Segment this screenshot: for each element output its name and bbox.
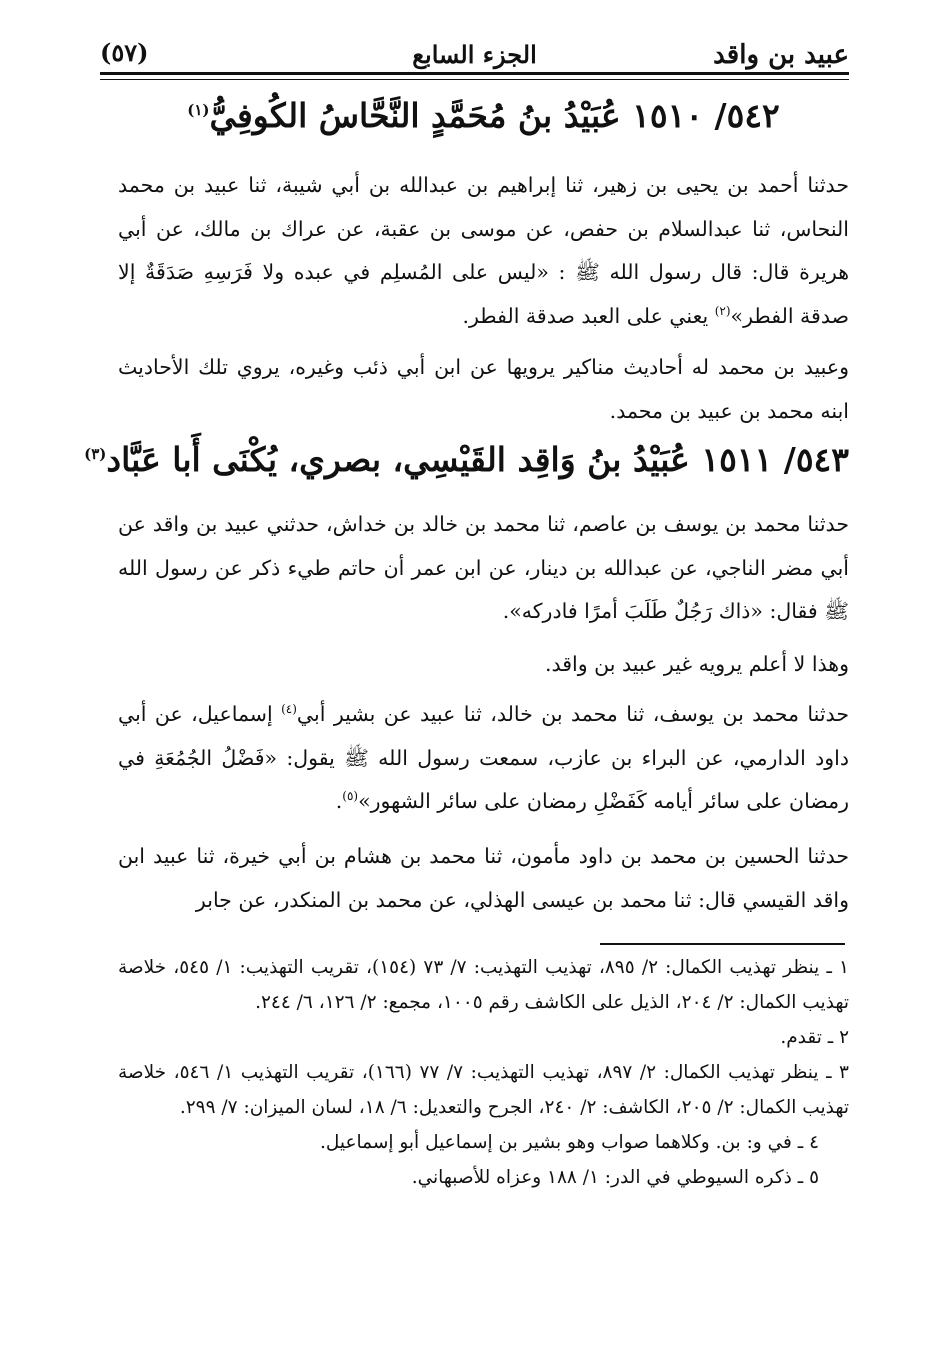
entry-paragraph: حدثنا الحسين بن محمد بن داود مأمون، ثنا محمد بن هشام بن أبي خيرة، ثنا عبيد ابن واقد القيسي قال: ثنا محمد بن عيسى الهذلي، عن محمد بن المنكدر، عن جابر — [118, 844, 849, 912]
header-entry-name: عبيد بن واقد — [713, 40, 849, 70]
footnote-divider — [600, 943, 845, 945]
entry-heading: ٥٤٣/ ١٥١١ عُبَيْدُ بنُ وَاقِد القَيْسِي، بصري، يُكْنَى أَبا عَبَّاد$^{(٣)}$ — [84, 440, 849, 479]
entry-paragraph: وهذا لا أعلم يرويه غير عبيد بن واقد. — [544, 652, 849, 676]
footnote: ٣ ـ ينظر تهذيب الكمال: ٢/ ٨٩٧، تهذيب التهذيب: ٧/ ٧٧ (١٦٦)، تقريب التهذيب ١/ ٥٤٦، خلاصة تهذيب الكمال: ٢/ ٢٠٥، الكاشف: ٢/ ٢٤٠، الجرح والتعديل: ٦/ ١٨، لسان الميزان: ٧/ ٢٩٩. — [118, 1062, 849, 1118]
footnote: ٤ ـ في و: بن. وكلاهما صواب وهو بشير بن إسماعيل أبو إسماعيل. — [319, 1132, 819, 1153]
entry-paragraph: حدثنا محمد بن يوسف بن عاصم، ثنا محمد بن خالد بن خداش، حدثني عبيد بن واقد عن أبي مضر الناجي، عن عبدالله بن دينار، عن ابن عمر أن حاتم طيء ذكر عن رسول الله ﷺ فقال: «ذاك رَجُلٌ طَلَبَ أمرًا فادركه». — [118, 512, 849, 623]
footnote: ٥ ـ ذكره السيوطي في الدر: ١/ ١٨٨ وعزاه للأصبهاني. — [411, 1167, 819, 1188]
entry-paragraph: حدثنا محمد بن يوسف، ثنا محمد بن خالد، ثنا عبيد عن بشير أبي$^{(٤)}$ إسماعيل، عن أبي داود الدارمي، عن البراء بن عازب، سمعت رسول الله ﷺ يقول: «فَضْلُ الجُمُعَةِ في رمضان على سائر أيامه كَفَضْلِ رمضان على سائر الشهور»$^{(٥)}$. — [118, 702, 849, 813]
header-rule — [100, 72, 849, 80]
entry-heading: ٥٤٢/ ١٥١٠ عُبَيْدُ بنُ مُحَمَّدٍ النَّحَّاسُ الكُوفِيُّ$^{(١)}$ — [187, 96, 780, 135]
header-volume: الجزء السابع — [412, 40, 537, 69]
footnotes — [118, 950, 849, 1195]
entry-paragraph: حدثنا أحمد بن يحيى بن زهير، ثنا إبراهيم بن عبدالله بن أبي شيبة، ثنا عبيد بن محمد النحاس، ثنا عبدالسلام بن حفص، عن موسى بن عقبة، عن عراك بن مالك، عن أبي هريرة قال: قال رسول الله ﷺ : «ليس على المُسلِم في عبده ولا فَرَسِهِ صَدَقَةٌ إلا صدقة الفطر»$^{(٢)}$ يعني على العبد صدقة الفطر. — [118, 173, 849, 328]
footnote: ٢ ـ تقدم. — [780, 1027, 849, 1048]
page-number: (٥٧) — [100, 38, 149, 67]
entry-paragraph: وعبيد بن محمد له أحاديث مناكير يرويها عن ابن أبي ذئب وغيره، يروي تلك الأحاديث ابنه محمد بن عبيد بن محمد. — [118, 355, 849, 423]
footnote: ١ ـ ينظر تهذيب الكمال: ٢/ ٨٩٥، تهذيب التهذيب: ٧/ ٧٣ (١٥٤)، تقريب التهذيب: ١/ ٥٤٥، خلاصة تهذيب الكمال: ٢/ ٢٠٤، الذيل على الكاشف رقم ١٠٠٥، مجمع: ٢/ ١٢٦، ٦/ ٢٤٤. — [118, 957, 849, 1013]
running-header — [100, 38, 849, 76]
